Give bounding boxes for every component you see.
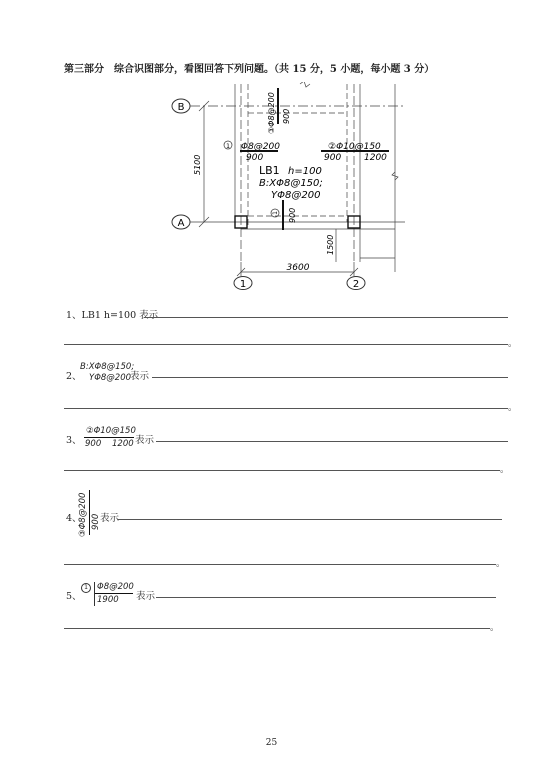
question-5-label: Φ8@200 bbox=[97, 582, 134, 592]
slab-bx: B:XΦ8@150; bbox=[259, 178, 323, 189]
question-4-num: 4、 bbox=[66, 513, 82, 524]
answer-line-4b[interactable] bbox=[64, 564, 496, 565]
question-3-label: ②Φ10@150 bbox=[86, 426, 136, 436]
answer-line-5a[interactable] bbox=[156, 597, 496, 598]
dim-5100: 5100 bbox=[193, 154, 202, 175]
question-3-bar bbox=[84, 437, 134, 438]
question-5-num: 5、 bbox=[66, 591, 82, 602]
top-bar-label: ③Φ8@200 bbox=[267, 92, 276, 134]
structural-drawing bbox=[160, 82, 410, 292]
question-2-line2: YΦ8@200 bbox=[89, 373, 132, 383]
question-2-suffix: 表示 bbox=[130, 371, 150, 382]
answer-line-2b[interactable] bbox=[64, 408, 508, 409]
end-mark-3: 。 bbox=[500, 465, 510, 475]
question-3-len-right: 1200 bbox=[112, 439, 134, 449]
question-5-len: 1900 bbox=[97, 595, 119, 605]
question-5-leader bbox=[94, 582, 95, 606]
bottom-bar-len: 900 bbox=[288, 207, 297, 223]
end-mark-2: 。 bbox=[508, 403, 518, 413]
answer-line-1a[interactable] bbox=[144, 317, 508, 318]
question-5-bar bbox=[95, 593, 133, 594]
page-number: 25 bbox=[265, 738, 278, 748]
bar1-len: 900 bbox=[246, 153, 264, 163]
question-2-num: 2、 bbox=[66, 371, 82, 382]
question-1-num: 1、 bbox=[66, 310, 82, 321]
question-4-len: 900 bbox=[91, 513, 101, 530]
slab-name: LB1 bbox=[259, 164, 280, 177]
bar2-len-left: 900 bbox=[324, 153, 342, 163]
question-1 bbox=[66, 307, 158, 321]
question-5-suffix: 表示 bbox=[136, 591, 156, 602]
question-4-suffix: 表示 bbox=[100, 513, 120, 524]
question-3-num: 3、 bbox=[66, 435, 82, 446]
bar1-label: Φ8@200 bbox=[241, 142, 280, 152]
end-mark-4: 。 bbox=[496, 559, 506, 569]
section-heading: 第三部分 综合识图部分，看图回答下列问题。（共 15 分，5 小题，每小题 3 分） bbox=[64, 64, 435, 75]
top-bar-len: 900 bbox=[282, 108, 291, 124]
question-4-label: ③Φ8@200 bbox=[78, 492, 88, 537]
slab-by: YΦ8@200 bbox=[271, 190, 321, 201]
question-3-suffix: 表示 bbox=[135, 435, 155, 446]
answer-line-5b[interactable] bbox=[64, 628, 490, 629]
question-2-line1: B:XΦ8@150; bbox=[80, 362, 135, 372]
question-1-text: LB1 h=100 表示 bbox=[81, 310, 159, 321]
dim-1500: 1500 bbox=[326, 234, 335, 255]
bar1-circle-num: 1 bbox=[226, 143, 230, 150]
answer-line-1b[interactable] bbox=[64, 344, 508, 345]
axis-a-label: A bbox=[177, 218, 185, 229]
end-mark-1: 。 bbox=[508, 339, 518, 349]
end-mark-5: 。 bbox=[490, 623, 500, 633]
bar2-label: ②Φ10@150 bbox=[328, 142, 381, 152]
dim-3600: 3600 bbox=[286, 263, 310, 273]
bar2-len-right: 1200 bbox=[364, 153, 387, 163]
answer-line-3b[interactable] bbox=[64, 470, 500, 471]
axis-1-label: 1 bbox=[239, 279, 247, 290]
slab-h: h=100 bbox=[288, 166, 322, 177]
answer-line-3a[interactable] bbox=[156, 441, 508, 442]
axis-2-label: 2 bbox=[352, 279, 360, 290]
question-5-circle: 1 bbox=[81, 583, 91, 593]
axis-b-label: B bbox=[177, 102, 185, 113]
answer-line-4a[interactable] bbox=[118, 519, 502, 520]
answer-line-2a[interactable] bbox=[152, 377, 508, 378]
question-3-len-left: 900 bbox=[85, 439, 102, 449]
bottom-bar-circle-num: 1 bbox=[272, 211, 279, 215]
question-4-bar bbox=[89, 490, 90, 535]
